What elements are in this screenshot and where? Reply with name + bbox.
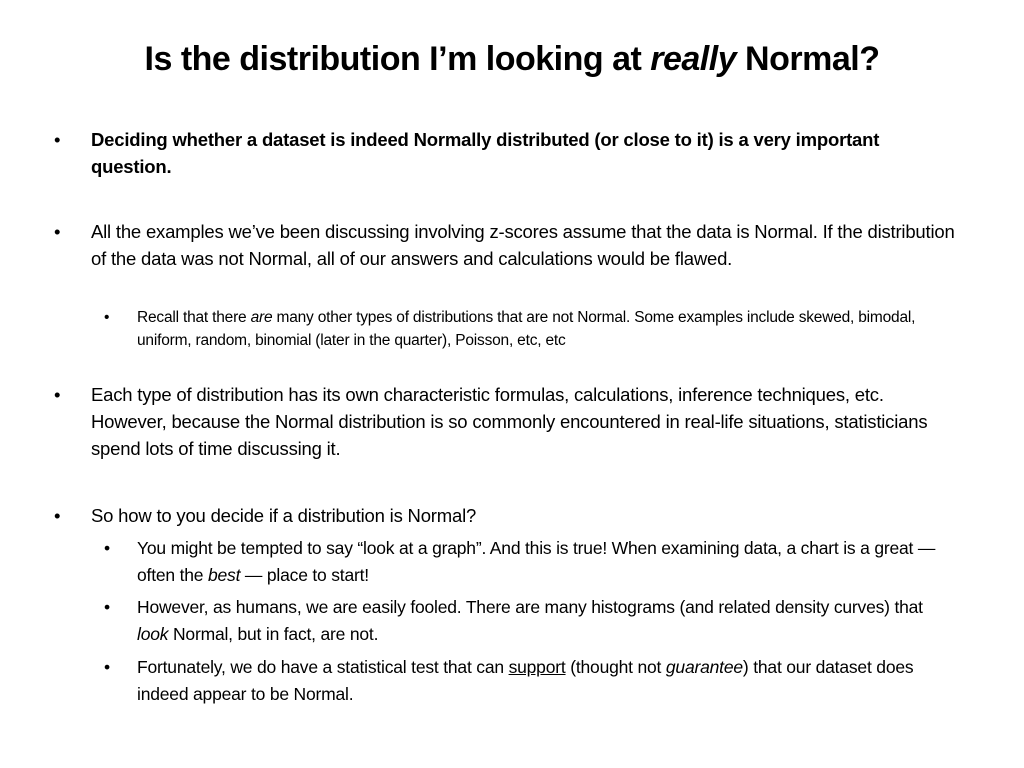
- title-text-emphasis: really: [650, 40, 737, 78]
- subbullet-icon: •: [104, 597, 110, 617]
- bullet-icon: •: [54, 129, 61, 150]
- subbullet-text: Fortunately, we do have a statistical test that can support (thought not guarantee) that our dataset does indeed appear to be Normal.: [137, 657, 914, 704]
- bullet-icon: •: [54, 505, 61, 526]
- bullet-text: Each type of distribution has its own characteristic formulas, calculations, inference techniques, etc. However, because the Normal distribution is so commonly encountered in real-life situations, statisticians spend lots of time discussing it.: [91, 384, 928, 459]
- bullet-text: All the examples we’ve been discussing involving z-scores assume that the data is Normal. If the distribution of the data was not Normal, all of our answers and calculations would be flawed.: [91, 221, 955, 269]
- subbullet-icon: •: [104, 309, 110, 326]
- title-text-pre: Is the distribution I’m looking at: [144, 40, 651, 78]
- subbullet-text: However, as humans, we are easily fooled. There are many histograms (and related density curves) that look Normal, but in fact, are not.: [137, 597, 923, 644]
- bullet-icon: •: [54, 384, 61, 405]
- title-text-post: Normal?: [736, 40, 880, 78]
- subbullet-text: Recall that there are many other types of distributions that are not Normal. Some examples include skewed, bimodal, uniform, random, binomial (later in the quarter), Poisson, etc, etc: [137, 309, 916, 349]
- bullet-text: So how to you decide if a distribution is Normal?: [91, 505, 477, 526]
- slide-title: [0, 40, 1024, 79]
- subbullet-icon: •: [104, 657, 110, 677]
- subbullet-text: You might be tempted to say “look at a graph”. And this is true! When examining data, a chart is a great — often the best — place to start!: [137, 538, 936, 585]
- bullet-icon: •: [54, 221, 61, 242]
- bullet-text: Deciding whether a dataset is indeed Normally distributed (or close to it) is a very important question.: [91, 129, 880, 177]
- subbullet-icon: •: [104, 538, 110, 558]
